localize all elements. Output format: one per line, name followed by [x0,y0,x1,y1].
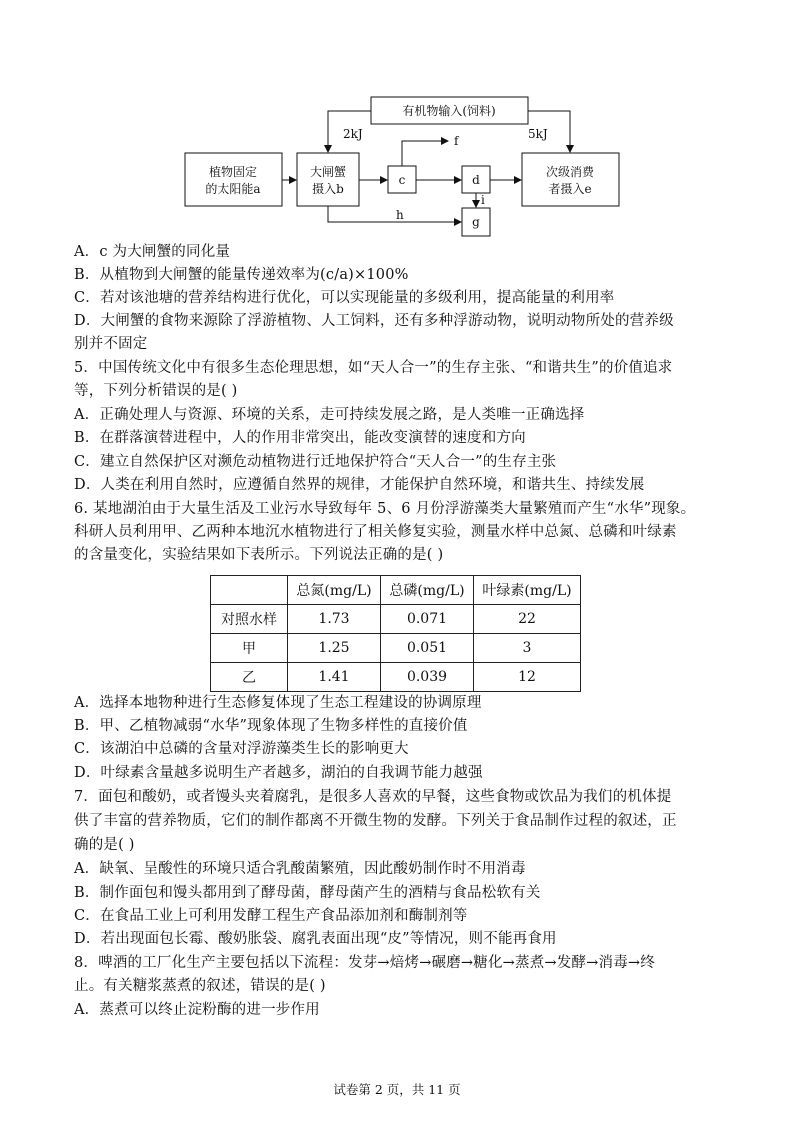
q6-option-d: D．叶绿素含量越多说明生产者越多，湖泊的自我调节能力越强 [74,765,483,781]
q6-data-table [210,575,581,692]
q4-option-c: C．若对该池塘的营养结构进行优化，可以实现能量的多级利用，提高能量的利用率 [74,290,615,306]
table-cell: 乙 [211,663,288,692]
q6-option-a: A．选择本地物种进行生态修复体现了生态工程建设的协调原理 [74,695,482,711]
table-header-cell: 总磷(mg/L) [381,576,474,605]
q4-option-a: A．c 为大闸蟹的同化量 [74,244,231,260]
table-cell: 0.071 [381,605,474,634]
q7-option-d: D．若出现面包长霉、酸奶胀袋、腐乳表面出现“皮”等情况，则不能再食用 [74,931,557,947]
table-row [211,663,581,692]
q4-option-d-line2: 别并不固定 [74,336,148,352]
q8-stem-line2: 止。有关糖浆蒸煮的叙述，错误的是( ) [74,978,326,994]
top-input-label: 有机物输入(饲料) [402,104,496,118]
q7-option-c: C．在食品工业上可利用发酵工程生产食品添加剂和酶制剂等 [74,908,468,924]
table-header-cell: 叶绿素(mg/L) [474,576,581,605]
q7-option-b: B．制作面包和馒头都用到了酵母菌，酵母菌产生的酒精与食品松软有关 [74,885,541,901]
box-d-label: d [472,173,480,187]
energy-flow-diagram [0,0,794,250]
q5-option-d: D．人类在利用自然时，应遵循自然界的规律，才能保护自然环境，和谐共生、持续发展 [74,477,645,493]
arrow-c-f [402,141,448,166]
q8-stem-line1: 8．啤酒的工厂化生产主要包括以下流程：发芽→焙烤→碾磨→糖化→蒸煮→发酵→消毒→终 [74,955,655,971]
label-h: h [396,208,404,222]
q6-stem-line1: 6. 某地湖泊由于大量生活及工业污水导致每年 5、6 月份浮游藻类大量繁殖而产生“水华”现象。 [74,501,696,517]
table-cell: 1.73 [288,605,381,634]
box-e-line2: 者摄入e [548,182,592,196]
arrow-b-g [328,206,461,222]
box-a [185,153,282,206]
table-row [211,634,581,663]
q7-option-a: A．缺氧、呈酸性的环境只适合乳酸菌繁殖，因此酸奶制作时不用消毒 [74,861,526,877]
page-footer: 试卷第 2 页，共 11 页 [333,1082,461,1097]
box-c-label: c [398,173,406,187]
label-f: f [454,134,459,148]
q6-stem-line3: 的含量变化，实验结果如下表所示。下列说法正确的是( ) [74,547,444,563]
q6-option-c: C．该湖泊中总磷的含量对浮游藻类生长的影响更大 [74,741,409,757]
table-cell: 12 [474,663,581,692]
table-cell: 1.25 [288,634,381,663]
box-b-line2: 摄入b [312,182,344,196]
box-g-label: g [472,215,480,229]
table-header-cell [211,576,288,605]
table-cell: 对照水样 [211,605,288,634]
q4-option-b: B．从植物到大闸蟹的能量传递效率为(c/a)×100% [74,267,409,283]
table-row [211,605,581,634]
q4-option-d-line1: D．大闸蟹的食物来源除了浮游植物、人工饲料，还有多种浮游动物，说明动物所处的营养级 [74,313,674,329]
q5-stem-line2: 等，下列分析错误的是( ) [74,383,238,399]
table-cell: 甲 [211,634,288,663]
q5-option-b: B．在群落演替进程中，人的作用非常突出，能改变演替的速度和方向 [74,430,526,446]
q7-stem-line3: 确的是( ) [74,837,135,853]
label-5kj: 5kJ [528,127,548,141]
table-header-row [211,576,581,605]
table-cell: 22 [474,605,581,634]
box-b [297,153,359,206]
q7-stem-line1: 7．面包和酸奶，或者馒头夹着腐乳，是很多人喜欢的早餐，这些食物或饮品为我们的机体提 [74,789,672,805]
q6-option-b: B．甲、乙植物减弱“水华”现象体现了生物多样性的直接价值 [74,718,468,734]
box-e-line1: 次级消费 [545,165,595,179]
box-a-line1: 植物固定 [208,165,258,179]
table-cell: 3 [474,634,581,663]
table-header-cell: 总氮(mg/L) [288,576,381,605]
table-cell: 1.41 [288,663,381,692]
q7-stem-line2: 供了丰富的营养物质，它们的制作都离不开微生物的发酵。下列关于食品制作过程的叙述，正 [74,813,677,829]
box-e [522,153,619,206]
box-a-line2: 的太阳能a [205,182,261,196]
q5-stem-line1: 5．中国传统文化中有很多生态伦理思想，如“天人合一”的生存主张、“和谐共生”的价值追求 [74,360,673,376]
box-b-line1: 大闸蟹 [309,165,347,179]
q8-option-a: A．蒸煮可以终止淀粉酶的进一步作用 [74,1002,320,1018]
label-i: i [481,193,485,207]
table-cell: 0.039 [381,663,474,692]
q6-stem-line2: 科研人员利用甲、乙两种本地沉水植物进行了相关修复实验，测量水样中总氮、总磷和叶绿素 [74,524,677,540]
q5-option-c: C．建立自然保护区对濒危动植物进行迁地保护符合“天人合一”的生存主张 [74,454,557,470]
label-2kj: 2kJ [343,127,363,141]
q5-option-a: A．正确处理人与资源、环境的关系，走可持续发展之路，是人类唯一正确选择 [74,407,585,423]
table-cell: 0.051 [381,634,474,663]
